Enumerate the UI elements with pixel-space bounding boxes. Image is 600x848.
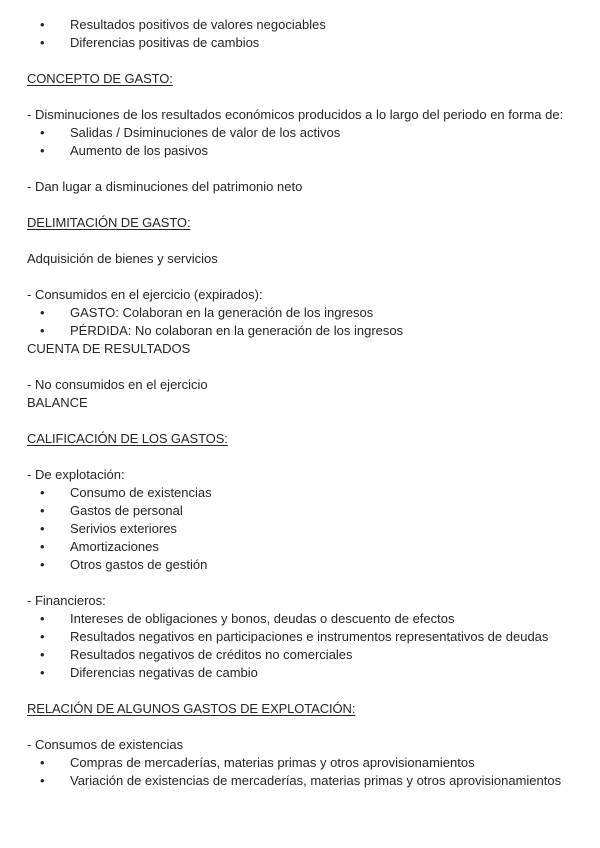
cuenta-resultados-label: CUENTA DE RESULTADOS [27, 341, 191, 356]
spacer [27, 196, 587, 214]
list-item: • Compras de mercaderías, materias primas y otros aprovisionamientos [27, 754, 587, 772]
relacion-list [27, 754, 587, 790]
list-item: • Gastos de personal [27, 502, 587, 520]
spacer [27, 160, 587, 178]
list-item: • Diferencias positivas de cambios [27, 34, 587, 52]
balance-label: BALANCE [27, 395, 88, 410]
consumidos-label: - Consumidos en el ejercicio (expirados): [27, 287, 263, 302]
spacer [27, 574, 587, 592]
list-item: • Diferencias negativas de cambio [27, 664, 587, 682]
list-item: • Variación de existencias de mercaderías, materias primas y otros aprovisionamientos [27, 772, 587, 790]
spacer [27, 412, 587, 430]
spacer [27, 88, 587, 106]
list-item: • Resultados positivos de valores negociables [27, 16, 587, 34]
financieros-label: - Financieros: [27, 593, 106, 608]
document-page [27, 16, 587, 790]
section-heading-calificacion: CALIFICACIÓN DE LOS GASTOS: [27, 431, 228, 446]
list-item: • Amortizaciones [27, 538, 587, 556]
spacer [27, 448, 587, 466]
positive-results-list [27, 16, 587, 52]
financieros-list [27, 610, 587, 682]
list-item: • PÉRDIDA: No colaboran en la generación de los ingresos [27, 322, 587, 340]
consumidos-list [27, 304, 587, 340]
explotacion-list [27, 484, 587, 574]
concepto-list [27, 124, 587, 160]
section-heading-relacion: RELACIÓN DE ALGUNOS GASTOS DE EXPLOTACIÓN: [27, 701, 356, 716]
spacer [27, 358, 587, 376]
section-heading-concepto: CONCEPTO DE GASTO: [27, 71, 173, 86]
list-item: • Aumento de los pasivos [27, 142, 587, 160]
list-item: • Intereses de obligaciones y bonos, deudas o descuento de efectos [27, 610, 587, 628]
section-heading-delimitacion: DELIMITACIÓN DE GASTO: [27, 215, 191, 230]
list-item: • Resultados negativos de créditos no comerciales [27, 646, 587, 664]
list-item: • GASTO: Colaboran en la generación de los ingresos [27, 304, 587, 322]
explotacion-label: - De explotación: [27, 467, 125, 482]
spacer [27, 52, 587, 70]
list-item: • Serivios exteriores [27, 520, 587, 538]
concepto-note: - Dan lugar a disminuciones del patrimonio neto [27, 179, 303, 194]
spacer [27, 718, 587, 736]
delimitacion-line: Adquisición de bienes y servicios [27, 251, 218, 266]
no-consumidos-label: - No consumidos en el ejercicio [27, 377, 208, 392]
spacer [27, 682, 587, 700]
spacer [27, 232, 587, 250]
list-item: • Otros gastos de gestión [27, 556, 587, 574]
concepto-intro: - Disminuciones de los resultados económicos producidos a lo largo del periodo en forma de: [27, 107, 564, 122]
list-item: • Consumo de existencias [27, 484, 587, 502]
spacer [27, 268, 587, 286]
list-item: • Resultados negativos en participaciones e instrumentos representativos de deudas [27, 628, 587, 646]
consumos-label: - Consumos de existencias [27, 737, 184, 752]
list-item: • Salidas / Dsiminuciones de valor de los activos [27, 124, 587, 142]
